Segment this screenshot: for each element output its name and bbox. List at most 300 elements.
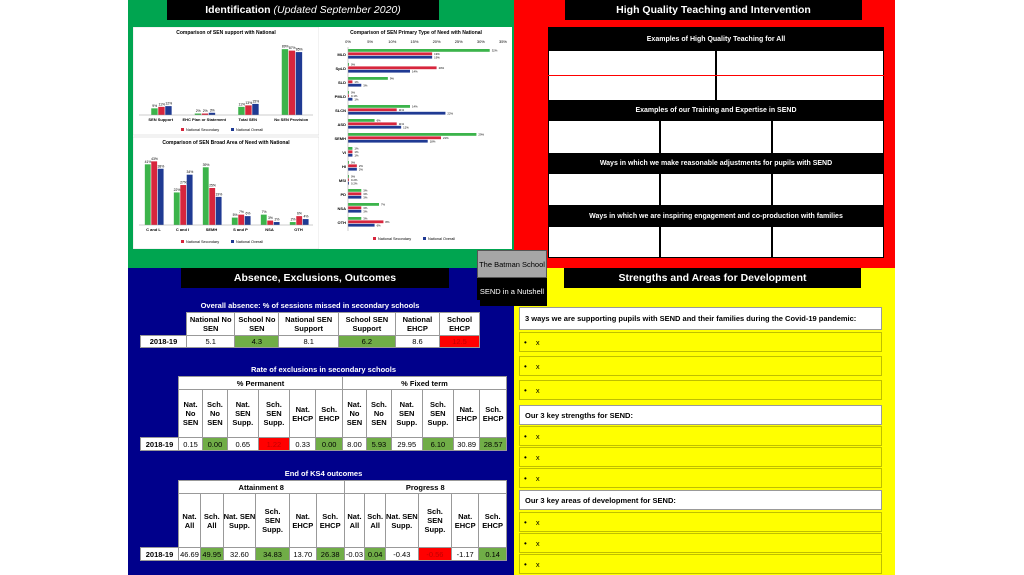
cell: 32.60 [223,548,256,561]
data-label: 11% [238,102,246,107]
cell: 4.3 [235,336,279,348]
chart-bar [348,80,352,83]
legend-label: National Overall [428,237,456,241]
data-label: 3% [363,192,368,196]
col-header: Sch. SEN Supp. [256,494,289,548]
data-label: 27% [180,180,187,185]
data-label: 0% [351,160,356,165]
data-label: 85% [295,47,303,52]
cell: 12.5 [440,336,480,348]
chart-bar [348,70,410,73]
cell: 0.00 [203,438,228,451]
col-header: Nat. No SEN [179,390,203,438]
data-label: 12% [165,101,173,106]
category-label: SEMH [334,136,346,141]
covid-item-3[interactable] [519,380,882,400]
bullet-icon: • [524,559,527,569]
data-label: 3% [209,108,215,113]
covid-item-2[interactable] [519,356,882,376]
col-header: Sch. EHCP [316,494,344,548]
data-label: 1% [354,150,359,154]
hq-cell[interactable] [549,227,659,257]
legend-swatch [373,237,376,240]
col-header: National No SEN [187,313,235,336]
col-header: Nat. EHCP [452,494,479,548]
data-label: 38% [157,164,165,169]
hq-row-5 [548,227,884,258]
legend-swatch [423,237,426,240]
data-label: 1% [354,153,359,158]
development-item-2[interactable] [519,533,882,553]
chart-bar [348,133,476,136]
chart-bar [216,197,222,225]
data-label: 22% [447,111,454,116]
chart-bar [267,221,273,225]
col-header: Sch. EHCP [480,390,507,438]
col-header: National EHCP [395,313,439,336]
absence-title: Absence, Exclusions, Outcomes [181,268,449,288]
cell: -1.17 [452,548,479,561]
data-label: 25% [209,183,216,188]
tick-label: 30% [476,39,485,44]
strength-item-2[interactable] [519,447,882,467]
bullet-icon: • [524,473,527,483]
hq-cell[interactable] [549,121,659,153]
category-label: MSI [338,178,346,183]
chart-bar [187,175,193,225]
chart-bar [348,147,352,150]
cell: 6.10 [422,438,453,451]
cell: 6.2 [339,336,396,348]
data-label: 11% [398,108,405,112]
chart-bar [348,108,397,111]
chart-bar [274,222,280,225]
item-text: x [535,337,540,347]
hq-cell[interactable] [549,76,715,100]
data-label: 39% [202,162,210,167]
legend-swatch [181,240,184,243]
legend-swatch [231,128,234,131]
data-label: 29% [478,132,485,137]
category-label: OTH [294,227,303,232]
data-label: 2% [195,109,201,114]
chart-bar [290,222,296,225]
chart-bar [158,169,164,225]
chart-bar [238,107,244,115]
bullet-icon: • [524,385,527,395]
data-label: 3% [363,188,368,193]
chart-bar [348,49,490,52]
col-header: Sch. No SEN [367,390,392,438]
cell: 30.89 [454,438,480,451]
school-name: The Batman School [477,250,547,278]
category-label: PD [340,192,346,197]
hq-panel [548,27,884,258]
row-label: 2018-19 [141,336,187,348]
data-label: 2% [202,109,208,114]
strengths-title: Strengths and Areas for Development [564,268,861,288]
hq-bar-adjustments: Ways in which we make reasonable adjustments for pupils with SEND [548,153,884,174]
data-label: 3% [363,216,368,221]
col-header: Sch. SEN Supp. [418,494,451,548]
col-header: School No SEN [235,313,279,336]
cell: 13.70 [289,548,316,561]
category-label: SpLD [335,66,346,71]
development-heading: Our 3 key areas of development for SEND: [519,490,882,510]
chart-bar [158,107,164,115]
strength-item-3[interactable] [519,468,882,488]
data-label: 3% [363,209,368,214]
data-label: 87% [288,46,296,51]
chart-bar [289,51,295,115]
tick-label: 35% [498,39,508,44]
data-label: 15% [252,99,260,104]
chart-bar [303,219,309,225]
cell: 5.93 [367,438,392,451]
hq-bar-teaching: Examples of High Quality Teaching for All [548,27,884,51]
data-label: 22% [173,187,181,192]
data-label: 3% [268,216,273,221]
tick-label: 20% [432,39,441,44]
chart-bar [252,104,258,115]
col-header: Sch. No SEN [203,390,228,438]
col-header: Nat. EHCP [454,390,480,438]
data-label: 2% [358,167,363,172]
identification-title [167,0,439,20]
tick-label: 15% [410,39,419,44]
cell: 0.14 [479,548,507,561]
hq-cell[interactable] [717,51,883,75]
data-label: 7% [239,210,244,215]
data-label: 1% [354,146,359,151]
chart-bar [296,216,302,225]
data-label: 21% [443,136,449,140]
category-label: No SEN Provision [274,117,309,122]
chart-bar [348,189,361,192]
col-header: Nat. SEN Supp. [223,494,256,548]
strengths-heading: Our 3 key strengths for SEND: [519,405,882,425]
data-label: 14% [412,104,418,109]
data-label: 89% [281,44,289,49]
tick-label: 25% [454,39,463,44]
chart-bar [348,150,352,153]
chart-bar [203,167,209,225]
data-label: 13% [245,100,253,105]
ks4-table [140,468,507,561]
absence-table [140,300,480,348]
absence-caption: Overall absence: % of sessions missed in secondary schools [140,300,480,312]
chart-bar [245,105,251,115]
hq-row-2 [548,76,884,100]
cell: 0.00 [316,438,343,451]
category-label: MLD [337,52,346,57]
cell: -0.03 [345,549,363,559]
row-label: 2018-19 [141,438,179,451]
col-header: Sch. SEN Supp. [422,390,453,438]
hq-cell[interactable] [773,121,883,153]
chart-bar [348,154,352,157]
col-header: Sch. All [200,494,223,548]
col-header: Nat. EHCP [290,390,316,438]
cell: 0.33 [290,438,316,451]
category-label: S and P [233,227,248,232]
hq-cell[interactable] [717,76,883,100]
hq-row-1 [548,51,884,75]
data-label: 9% [152,103,158,108]
legend-label: National Secondary [186,128,220,132]
col-header: Sch. SEN Supp. [258,390,289,438]
data-label: 43% [151,156,158,161]
chart-title: Comparison of SEN support with National [176,30,276,36]
data-label: 19% [215,192,223,197]
category-label: C and L [146,227,161,232]
cell: 29.95 [391,438,422,451]
data-label: 20% [438,66,445,70]
tick-label: 10% [388,39,397,44]
data-label: 6% [376,118,381,123]
data-label: 1% [354,97,359,102]
chart-title: Comparison of SEN Broad Area of Need with National [162,140,290,146]
chart-bar [348,164,357,167]
data-label: 1% [354,80,359,84]
chart-bar [232,218,238,225]
send-nutshell-label: SEND in a Nutshell [477,278,547,306]
category-label: PMLD [334,94,346,99]
cell: 0.65 [227,438,258,451]
hq-cell[interactable] [549,174,659,205]
legend-swatch [181,128,184,131]
category-label: NSA [265,227,274,232]
identification-subtitle: (Updated September 2020) [273,4,401,16]
category-label: VI [342,150,346,155]
chart-bar [348,56,432,59]
data-label: 19% [434,55,440,60]
exclusions-table [140,364,507,451]
chart-need-type [331,27,512,249]
data-label: 6% [297,211,302,216]
chart-bar [282,49,288,115]
legend-label: National Secondary [186,240,220,244]
bullet-icon: • [524,517,527,527]
hq-row-4 [548,174,884,205]
data-label: 7% [261,210,267,215]
data-label: 18% [429,139,436,144]
chart-left [133,27,319,249]
chart-bar [348,168,357,171]
chart-bar [348,52,432,55]
cell: 8.6 [395,336,439,348]
cell: 46.69 [180,549,199,559]
item-text: x [535,361,540,371]
group-header: % Permanent [179,377,343,390]
development-item-1[interactable] [519,512,882,532]
chart-bar [348,112,445,115]
chart-bar [209,188,215,225]
hq-cell[interactable] [773,227,883,257]
item-text: x [535,473,540,483]
chart-bar [145,164,151,225]
chart-bar [348,206,361,209]
chart-bar [180,185,186,225]
item-text: x [535,385,540,395]
legend-label: National Secondary [378,237,412,241]
data-label: 34% [186,170,194,175]
cell: 8.00 [342,438,366,451]
cell: 26.38 [316,548,344,561]
development-item-3[interactable] [519,554,882,574]
covid-heading: 3 ways we are supporting pupils with SEND and their families during the Covid-19 pandemic: [519,307,882,330]
data-label: 2% [274,217,280,222]
bullet-icon: • [524,361,527,371]
col-header: Sch. All [365,494,386,548]
data-label: 11% [158,102,166,107]
cell: 0.04 [365,548,386,561]
group-header: Attainment 8 [179,481,345,494]
hq-bar-training: Examples of our Training and Expertise in SEND [548,100,884,121]
hq-bar-engagement: Ways in which we are inspiring engagement and co-production with families [548,205,884,227]
cell: 49.95 [202,549,222,559]
data-label: 0.1% [351,94,358,98]
chart-title: Comparison of SEN Primary Type of Need with National [350,30,482,36]
tick-label: 5% [367,39,374,44]
hq-row-3 [548,121,884,153]
col-header: Sch. EHCP [479,494,507,548]
hq-cell[interactable] [661,121,771,153]
col-header: National SEN Support [279,313,339,336]
tick-label: 0% [345,39,351,44]
category-label: SEN Support [148,117,174,122]
chart-bar [348,84,361,87]
chart-bar [348,196,361,199]
item-text: x [535,452,540,462]
col-header: Nat. All [179,494,201,548]
strength-item-1[interactable] [519,426,882,446]
chart-bar [238,215,244,225]
data-label: 3% [363,206,368,210]
category-label: C and I [175,227,190,232]
data-label: 41% [144,159,152,164]
chart-bar [151,108,157,115]
hq-cell[interactable] [661,227,771,257]
bullet-icon: • [524,538,527,548]
hq-cell[interactable] [549,51,715,75]
chart-bar [245,216,251,225]
col-header: Nat. SEN Supp. [391,390,422,438]
chart-bar [348,119,375,122]
data-label: 32% [491,48,498,53]
item-text: x [535,431,540,441]
chart-bar [348,98,352,101]
data-label: 3% [363,83,368,88]
col-header: Nat. No SEN [342,390,366,438]
chart-bar [348,217,361,220]
chart-bar [261,215,267,225]
data-label: 0.2% [351,178,358,182]
data-label: 14% [412,69,418,74]
cell: 28.57 [480,438,507,451]
cell: 34.83 [256,548,289,561]
col-header: Nat. All [344,494,365,548]
chart-bar [209,113,215,115]
col-header: Nat. SEN Supp. [385,494,418,548]
bullet-icon: • [524,431,527,441]
row-label: 2018-19 [141,548,179,561]
chart-bar [151,161,157,225]
legend-label: National Overall [236,128,264,132]
data-label: 0% [351,174,356,179]
data-label: 5% [232,213,238,218]
data-label: 3% [363,195,368,200]
legend-swatch [231,240,234,243]
item-text: x [535,517,540,527]
chart-bar [296,52,302,115]
chart-bar [174,192,180,225]
group-header: % Fixed term [342,377,506,390]
col-header: School SEN Support [339,313,396,336]
hq-cell[interactable] [661,174,771,205]
data-label: 0% [351,62,356,67]
chart-bar [348,224,375,227]
hq-title: High Quality Teaching and Intervention [565,0,862,20]
category-label: ASD [337,122,346,127]
chart-bar [348,192,361,195]
data-label: 19% [434,52,440,56]
identification-title-text: Identification [205,4,271,16]
cell: 1.22 [258,438,289,451]
data-label: 12% [403,125,409,130]
data-label: 7% [381,202,386,207]
chart-bar [348,136,441,139]
data-label: 0.2% [351,181,358,186]
col-header: School EHCP [440,313,480,336]
legend-label: National Overall [236,240,264,244]
hq-cell[interactable] [773,174,883,205]
data-label: 6% [376,223,381,228]
bullet-icon: • [524,452,527,462]
covid-item-1[interactable] [519,332,882,352]
data-label: 2% [358,164,363,168]
category-label: SEMH [205,227,218,232]
category-label: SLD [338,80,346,85]
col-header: Sch. EHCP [316,390,343,438]
cell: 0.15 [179,438,203,451]
data-label: 2% [290,217,296,222]
data-label: 8% [385,220,390,224]
item-text: x [535,538,540,548]
category-label: EHC Plan or Statement [182,117,227,122]
cell: 8.1 [279,336,339,348]
data-label: 11% [398,122,405,126]
category-label: OTH [337,220,346,225]
charts-area [133,27,512,249]
group-header: Progress 8 [344,481,506,494]
col-header: Nat. SEN Supp. [227,390,258,438]
cell: 5.1 [187,336,235,348]
chart-bar [348,66,437,69]
data-label: 6% [245,211,251,216]
cell: -0.43 [385,548,418,561]
category-label: NSA [337,206,346,211]
category-label: SLCN [335,108,346,113]
category-label: HI [342,164,346,169]
chart-bar [348,140,428,143]
chart-bar [348,126,401,129]
exclusions-caption: Rate of exclusions in secondary schools [140,364,507,376]
col-header: Nat. EHCP [289,494,316,548]
chart-bar [348,122,397,125]
data-label: 0% [351,90,356,95]
cell: -0.56 [418,548,451,561]
